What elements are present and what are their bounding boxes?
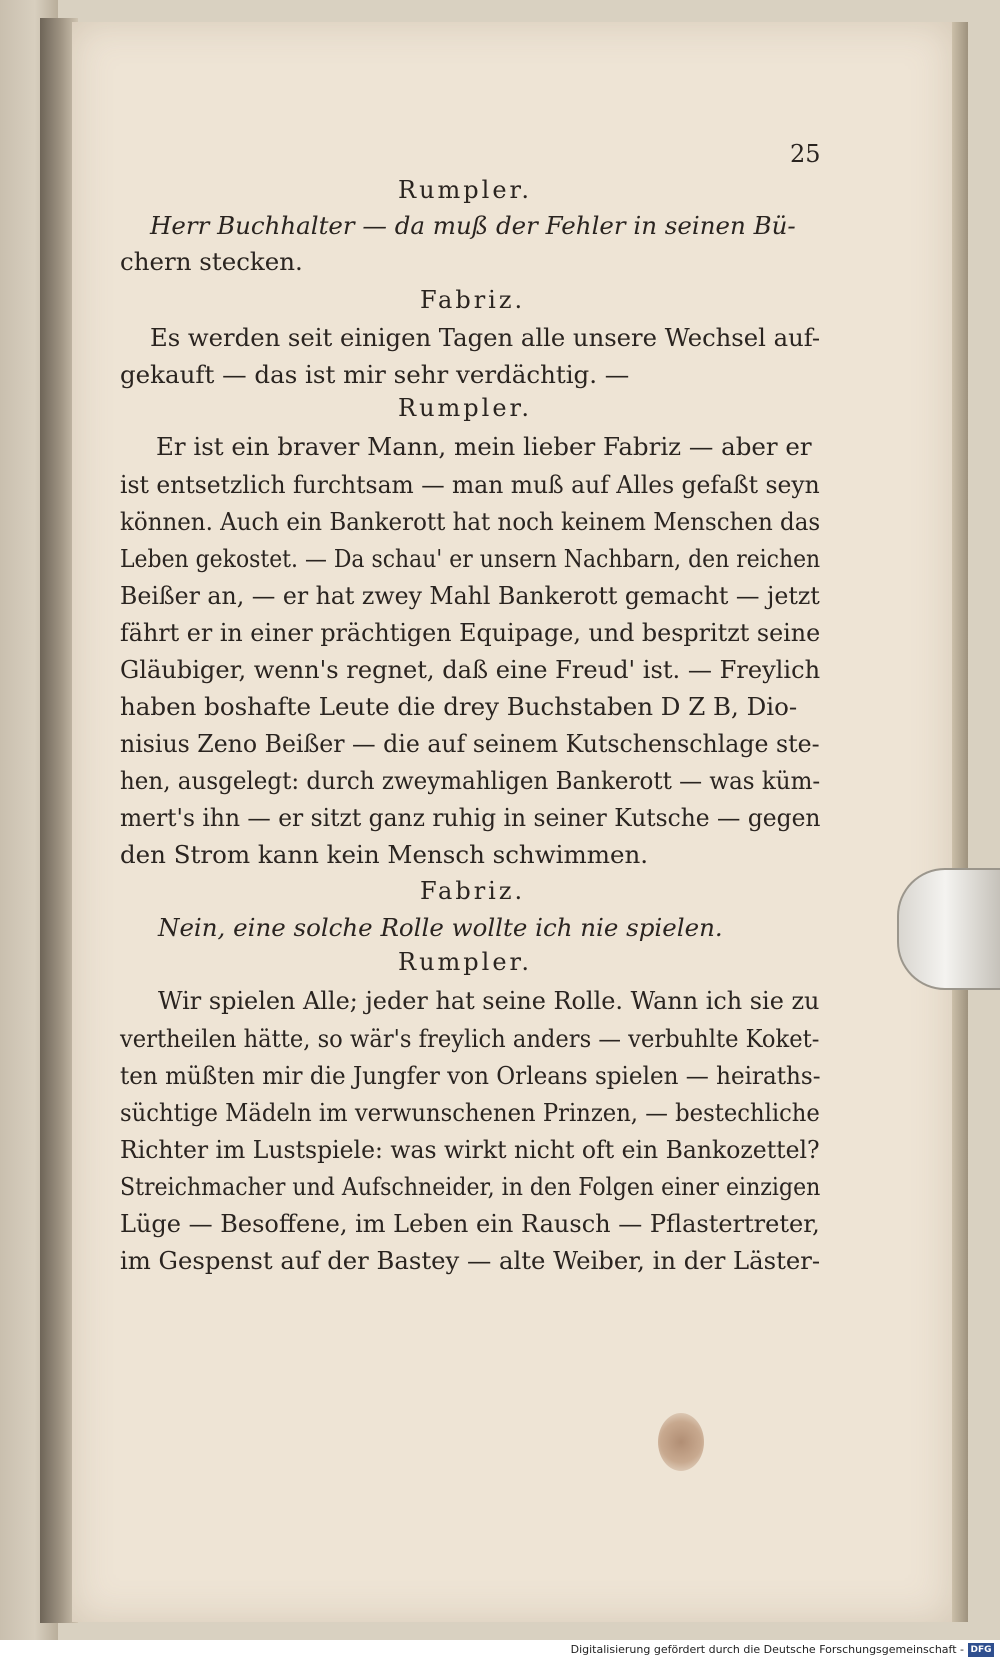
text-line: Wir spielen Alle; jeder hat seine Rolle. Wann ich sie zu xyxy=(158,986,820,1015)
text-line: Er ist ein braver Mann, mein lieber Fabriz — aber er xyxy=(156,432,812,461)
speaker-rumpler: Rumpler. xyxy=(398,176,532,204)
text-line: Es werden seit einigen Tagen alle unsere Wechsel auf- xyxy=(150,323,821,352)
text-line: haben boshafte Leute die drey Buchstaben D Z B, Dio- xyxy=(120,692,798,721)
text-line: können. Auch ein Bankerott hat noch keinem Menschen das xyxy=(120,507,821,536)
paper-stain xyxy=(658,1413,704,1471)
text-line: ist entsetzlich furchtsam — man muß auf Alles gefaßt seyn xyxy=(120,470,820,499)
text-line: hen, ausgelegt: durch zweymahligen Bankerott — was küm- xyxy=(120,766,821,795)
dfg-logo: DFG xyxy=(968,1643,994,1657)
text-line: nisius Zeno Beißer — die auf seinem Kutschenschlage ste- xyxy=(120,729,820,758)
digitization-footer xyxy=(0,1640,1000,1661)
text-line: Herr Buchhalter — da muß der Fehler in seinen Bü- xyxy=(150,211,796,240)
text-line: ten müßten mir die Jungfer von Orleans spielen — heiraths- xyxy=(120,1061,821,1090)
page-edge-right xyxy=(952,22,968,1622)
text-line: Richter im Lustspiele: was wirkt nicht oft ein Bankozettel? xyxy=(120,1135,820,1164)
text-line: süchtige Mädeln im verwunschenen Prinzen, — bestechliche xyxy=(120,1098,820,1127)
text-line: fährt er in einer prächtigen Equipage, und bespritzt seine xyxy=(120,618,821,647)
text-line: den Strom kann kein Mensch schwimmen. xyxy=(120,840,649,869)
text-line: Lüge — Besoffene, im Leben ein Rausch — Pflastertreter, xyxy=(120,1209,820,1238)
speaker-rumpler: Rumpler. xyxy=(398,948,532,976)
text-line: Nein, eine solche Rolle wollte ich nie spielen. xyxy=(158,913,723,942)
page-clip xyxy=(897,868,1000,990)
text-line: im Gespenst auf der Bastey — alte Weiber, in der Läster- xyxy=(120,1246,821,1275)
text-line: Streichmacher und Aufschneider, in den Folgen einer einzigen xyxy=(120,1172,821,1201)
text-line: gekauft — das ist mir sehr verdächtig. — xyxy=(120,360,630,389)
text-line: Beißer an, — er hat zwey Mahl Bankerott gemacht — jetzt xyxy=(120,581,820,610)
footer-credit: Digitalisierung gefördert durch die Deutsche Forschungsgemeinschaft - xyxy=(570,1643,964,1656)
page-number: 25 xyxy=(790,140,821,168)
text-line: chern stecken. xyxy=(120,247,303,276)
speaker-fabriz: Fabriz. xyxy=(420,286,526,314)
speaker-rumpler: Rumpler. xyxy=(398,394,532,422)
speaker-fabriz: Fabriz. xyxy=(420,877,526,905)
text-line: mert's ihn — er sitzt ganz ruhig in seiner Kutsche — gegen xyxy=(120,803,821,832)
text-line: Gläubiger, wenn's regnet, daß eine Freud' ist. — Freylich xyxy=(120,655,821,684)
text-line: Leben gekostet. — Da schau' er unsern Nachbarn, den reichen xyxy=(120,544,821,573)
text-line: vertheilen hätte, so wär's freylich anders — verbuhlte Koket- xyxy=(120,1024,820,1053)
